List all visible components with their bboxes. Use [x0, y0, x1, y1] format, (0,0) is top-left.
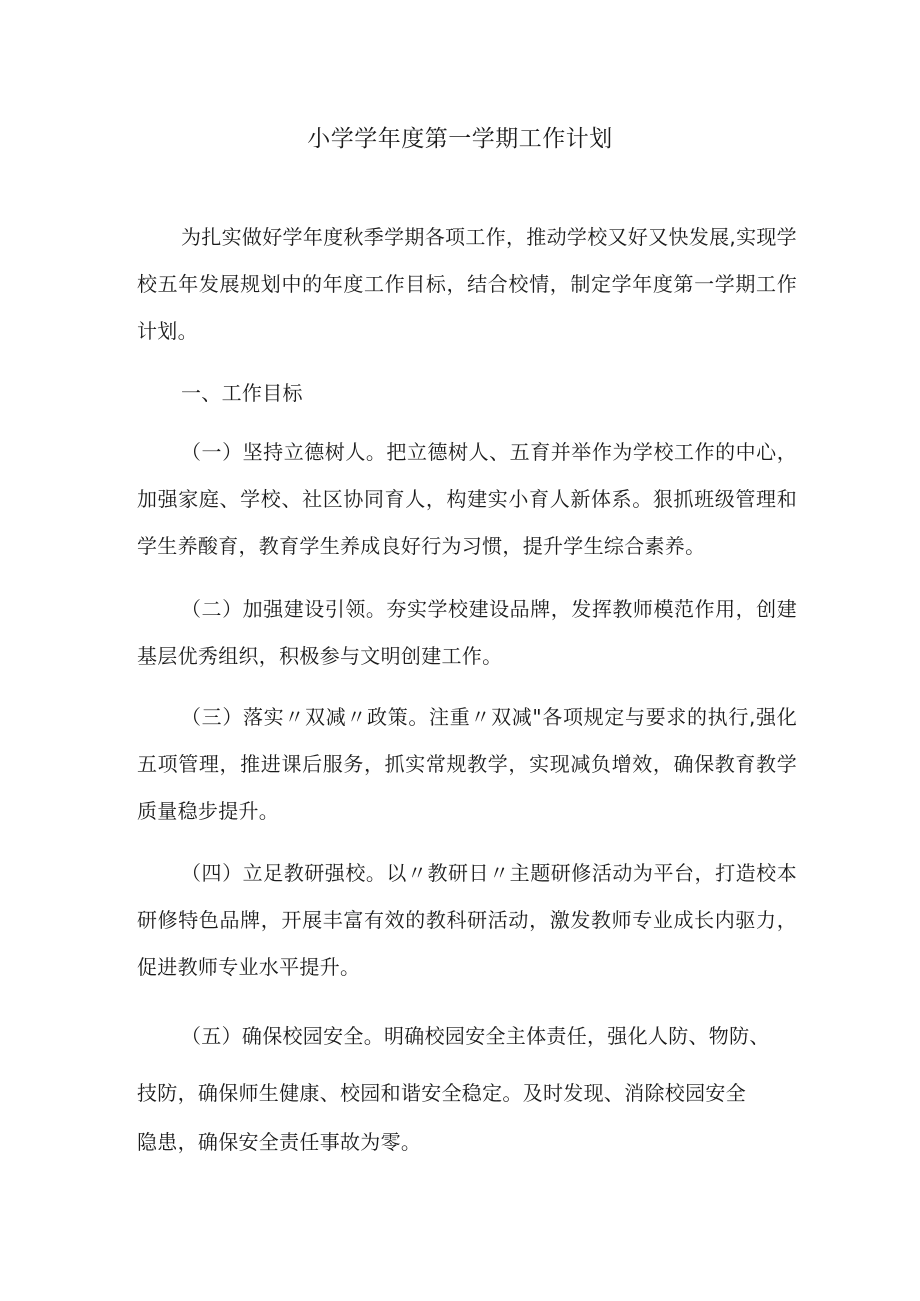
goal-item-3: （三）落实〃双减〃政策。注重〃双减"各项规定与要求的执行,强化五项管理，推进课后服务，抓实常规教学，实现减负增效，确保教育教学质量稳步提升。 [137, 705, 797, 823]
goal-item-2: （二）加强建设引领。夯实学校建设品牌，发挥教师模范作用，创建基层优秀组织，积极参与文明创建工作。 [137, 597, 797, 668]
goal-item-5-line-2: 技防，确保师生健康、校园和谐安全稳定。及时发现、消除校园安全 [137, 1081, 746, 1105]
section-heading-work-goals: 一、工作目标 [181, 381, 303, 405]
intro-paragraph: 为扎实做好学年度秋季学期各项工作，推动学校又好又快发展,实现学校五年发展规划中的年度工作目标，结合校情，制定学年度第一学期工作计划。 [137, 225, 797, 343]
goal-item-5-line-3: 隐患，确保安全责任事故为零。 [137, 1130, 422, 1154]
document-title: 小学学年度第一学期工作计划 [307, 126, 613, 152]
goal-item-4: （四）立足教研强校。以〃教研日〃主题研修活动为平台，打造校本研修特色品牌，开展丰富有效的教科研活动，激发教师专业成长内驱力，促进教师专业水平提升。 [137, 861, 797, 979]
goal-item-5-line-1: （五）确保校园安全。明确校园安全主体责任，强化人防、物防、 [181, 1024, 770, 1048]
goal-item-1: （一）坚持立德树人。把立德树人、五育并举作为学校工作的中心，加强家庭、学校、社区协同育人，构建实小育人新体系。狠抓班级管理和学生养酸育，教育学生养成良好行为习惯，提升学生综合素养。 [137, 440, 797, 558]
